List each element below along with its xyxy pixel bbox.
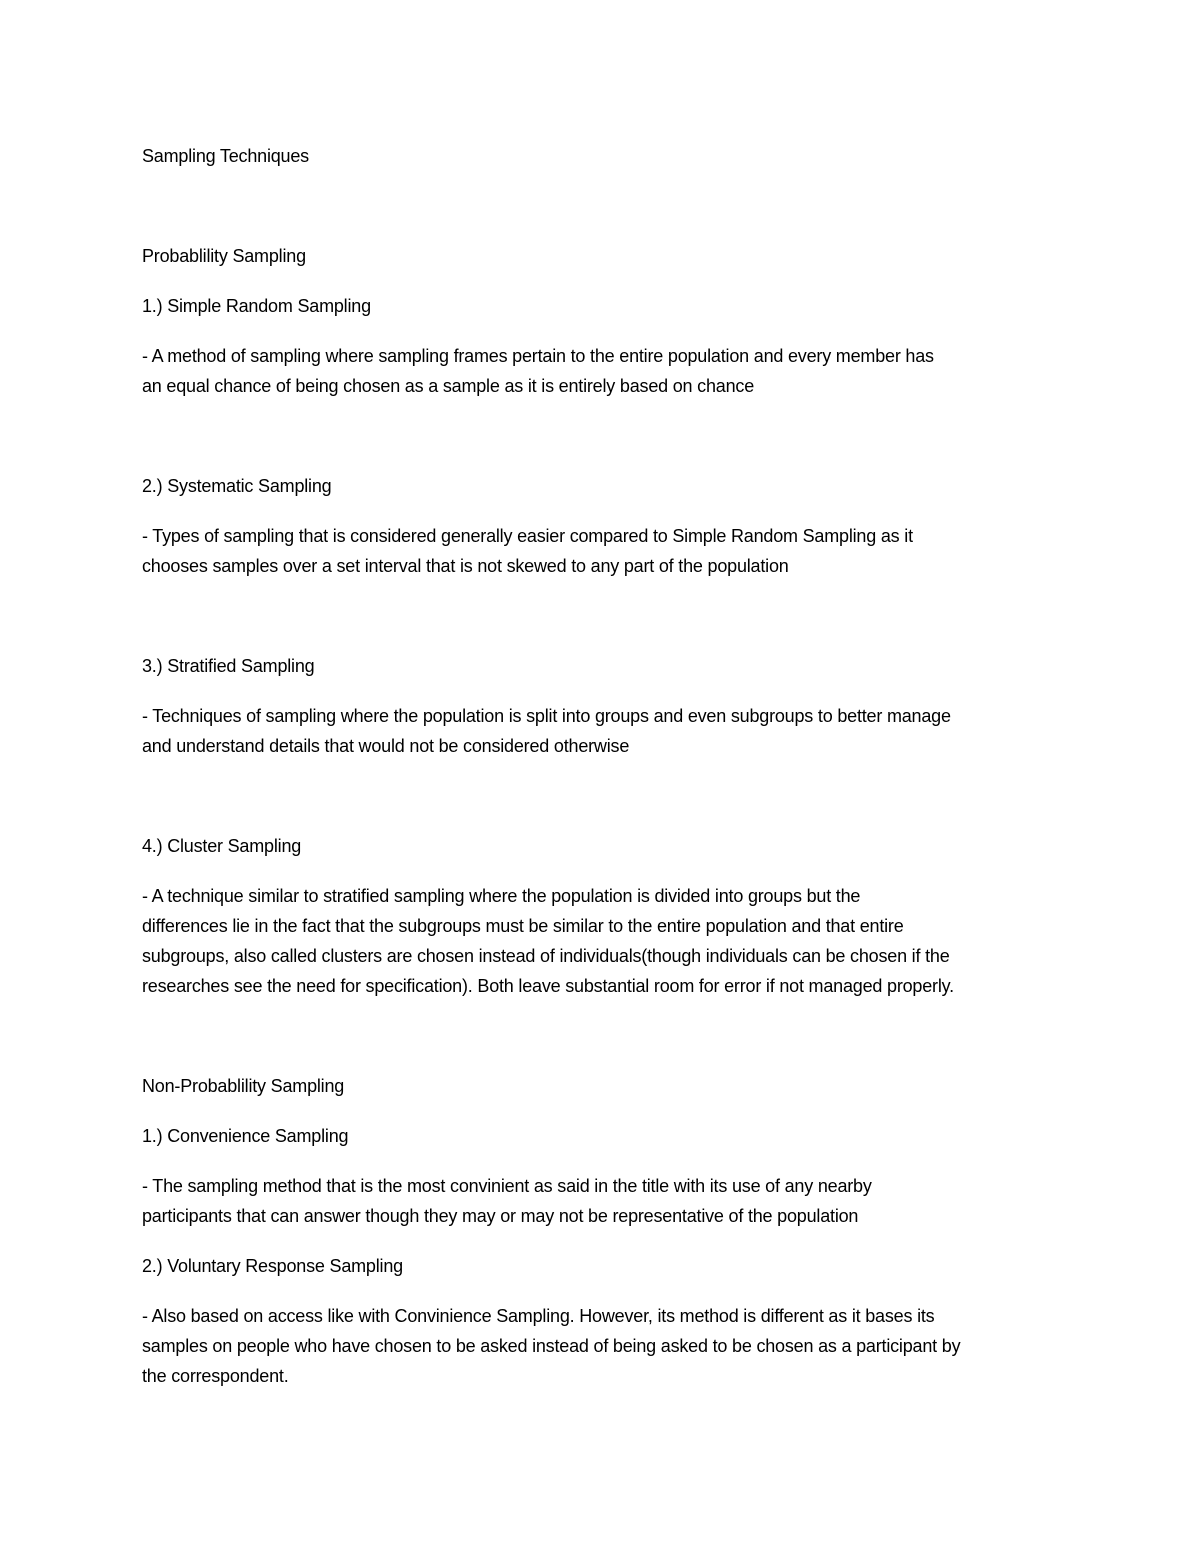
item-text-line: an equal chance of being chosen as a sample as it is entirely based on chance [142,376,755,396]
item-text-line: the correspondent. [142,1366,289,1386]
item-text-line: participants that can answer though they may or may not be representative of the population [142,1206,859,1226]
document-title: Sampling Techniques [142,146,309,166]
item-text-line: - A method of sampling where sampling frames pertain to the entire population and every member has [142,346,934,366]
item-text-line: chooses samples over a set interval that is not skewed to any part of the population [142,556,789,576]
item-text-line: - A technique similar to stratified sampling where the population is divided into groups but the [142,886,861,906]
item-text-line: - Also based on access like with Convinience Sampling. However, its method is different as it bases its [142,1306,935,1326]
item-text-line: researches see the need for specification). Both leave substantial room for error if not managed properly. [142,976,954,996]
item-heading-simple-random: 1.) Simple Random Sampling [142,296,371,316]
item-text-line: - The sampling method that is the most convinient as said in the title with its use of any nearby [142,1176,872,1196]
item-text-line: differences lie in the fact that the subgroups must be similar to the entire population and that entire [142,916,904,936]
section-heading-probability: Probablility Sampling [142,246,306,266]
item-heading-convenience: 1.) Convenience Sampling [142,1126,349,1146]
item-heading-cluster: 4.) Cluster Sampling [142,836,302,856]
section-heading-non-probability: Non-Probablility Sampling [142,1076,345,1096]
item-text-line: subgroups, also called clusters are chosen instead of individuals(though individuals can be chosen if the [142,946,950,966]
item-heading-voluntary-response: 2.) Voluntary Response Sampling [142,1256,403,1276]
item-text-line: - Techniques of sampling where the population is split into groups and even subgroups to better manage [142,706,951,726]
item-heading-stratified: 3.) Stratified Sampling [142,656,315,676]
item-text-line: - Types of sampling that is considered generally easier compared to Simple Random Sampling as it [142,526,913,546]
item-text-line: and understand details that would not be considered otherwise [142,736,630,756]
item-heading-systematic: 2.) Systematic Sampling [142,476,332,496]
item-text-line: samples on people who have chosen to be asked instead of being asked to be chosen as a participant by [142,1336,961,1356]
